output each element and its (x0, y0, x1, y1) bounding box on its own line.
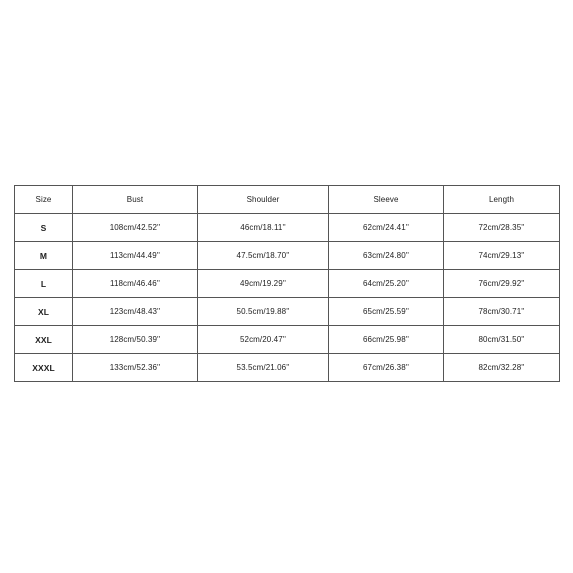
bust-cell: 113cm/44.49'' (73, 242, 198, 270)
table-row (15, 242, 560, 270)
length-cell: 74cm/29.13'' (444, 242, 560, 270)
sleeve-cell: 63cm/24.80'' (329, 242, 444, 270)
size-cell: S (15, 214, 73, 242)
shoulder-cell: 52cm/20.47'' (198, 326, 329, 354)
length-cell: 80cm/31.50'' (444, 326, 560, 354)
table-row (15, 214, 560, 242)
bust-cell: 123cm/48.43'' (73, 298, 198, 326)
shoulder-cell: 53.5cm/21.06'' (198, 354, 329, 382)
length-cell: 78cm/30.71'' (444, 298, 560, 326)
sleeve-cell: 62cm/24.41'' (329, 214, 444, 242)
size-cell: L (15, 270, 73, 298)
shoulder-cell: 49cm/19.29'' (198, 270, 329, 298)
table-row (15, 326, 560, 354)
bust-cell: 128cm/50.39'' (73, 326, 198, 354)
header-bust: Bust (73, 186, 198, 214)
shoulder-cell: 46cm/18.11'' (198, 214, 329, 242)
size-cell: XXL (15, 326, 73, 354)
sleeve-cell: 64cm/25.20'' (329, 270, 444, 298)
bust-cell: 133cm/52.36'' (73, 354, 198, 382)
header-length: Length (444, 186, 560, 214)
sleeve-cell: 67cm/26.38'' (329, 354, 444, 382)
sleeve-cell: 65cm/25.59'' (329, 298, 444, 326)
bust-cell: 118cm/46.46'' (73, 270, 198, 298)
header-sleeve: Sleeve (329, 186, 444, 214)
header-size: Size (15, 186, 73, 214)
shoulder-cell: 50.5cm/19.88'' (198, 298, 329, 326)
size-chart-table (14, 185, 560, 382)
shoulder-cell: 47.5cm/18.70'' (198, 242, 329, 270)
size-cell: XL (15, 298, 73, 326)
sleeve-cell: 66cm/25.98'' (329, 326, 444, 354)
length-cell: 76cm/29.92'' (444, 270, 560, 298)
length-cell: 72cm/28.35'' (444, 214, 560, 242)
table-row (15, 270, 560, 298)
size-cell: M (15, 242, 73, 270)
table-row (15, 354, 560, 382)
table-header-row (15, 186, 560, 214)
length-cell: 82cm/32.28'' (444, 354, 560, 382)
header-shoulder: Shoulder (198, 186, 329, 214)
size-cell: XXXL (15, 354, 73, 382)
table-row (15, 298, 560, 326)
bust-cell: 108cm/42.52'' (73, 214, 198, 242)
